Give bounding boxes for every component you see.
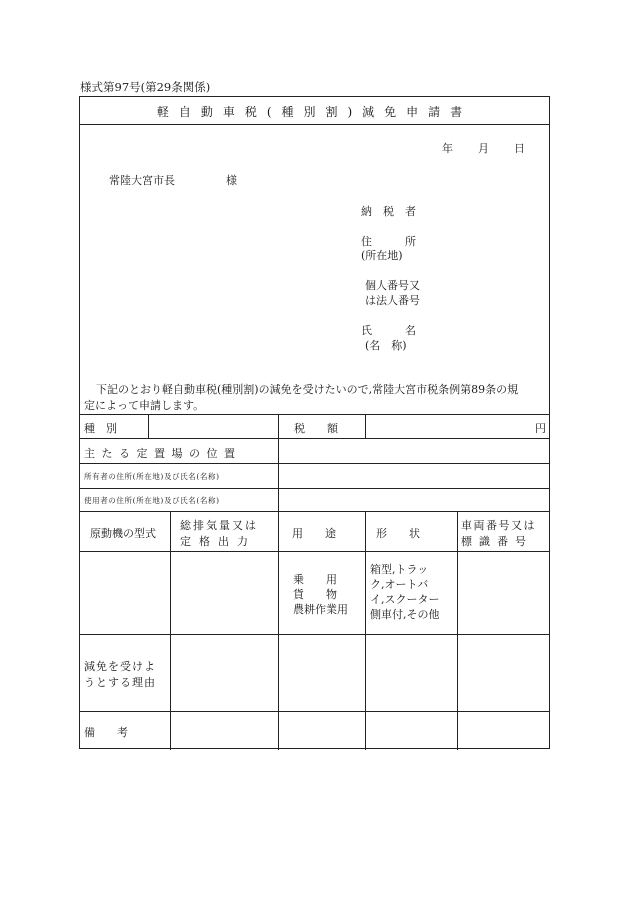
title-row bbox=[80, 97, 549, 125]
column-divider bbox=[365, 414, 366, 438]
storage-location-label: 主たる定置場の位置 bbox=[84, 447, 242, 460]
type-label bbox=[84, 420, 144, 436]
column-divider bbox=[278, 414, 279, 438]
remarks-label-text: 備 考 bbox=[84, 726, 128, 739]
usage-option-farming: 農耕作業用 bbox=[293, 603, 348, 616]
reason-label-1: 減免を受けよ bbox=[84, 660, 156, 673]
form-title: 軽自動車税(種別割)減免申請書 bbox=[156, 105, 473, 119]
plate-number-header-2: 標識番号 bbox=[461, 535, 533, 548]
taxpayer-label: 納 税 者 bbox=[361, 205, 416, 218]
row-divider bbox=[80, 438, 549, 439]
shape-options-line-4: 側車付,その他 bbox=[370, 608, 440, 621]
date-year: 年 bbox=[442, 142, 453, 155]
body-text-line-1: 下記のとおり軽自動車税(種別割)の減免を受けたいので,常陸大宮市税条例第89条の規 bbox=[96, 383, 519, 396]
usage-option-cargo: 貨 物 bbox=[293, 588, 337, 601]
shape-options-line-1: 箱型,トラッ bbox=[370, 563, 429, 576]
usage-header: 用 途 bbox=[292, 527, 336, 540]
date-day: 日 bbox=[514, 142, 525, 155]
shape-header: 形 状 bbox=[376, 527, 420, 540]
body-text-line-2: 定によって申請します。 bbox=[84, 399, 205, 412]
shape-options-line-2: ク,オートバ bbox=[370, 578, 429, 591]
displacement-header-2: 定格出力 bbox=[180, 535, 256, 548]
owner-label: 所有者の住所(所在地)及び氏名(名称) bbox=[84, 472, 220, 481]
user-label: 使用者の住所(所在地)及び氏名(名称) bbox=[84, 496, 220, 505]
form-number: 様式第97号(第29条関係) bbox=[80, 80, 211, 94]
owner-value[interactable] bbox=[280, 467, 548, 485]
column-divider bbox=[148, 414, 149, 438]
engine-model-value[interactable] bbox=[82, 553, 168, 631]
name-label: 氏 名 bbox=[361, 324, 416, 337]
reason-label-2: うとする理由 bbox=[84, 676, 156, 689]
reason-value[interactable] bbox=[172, 637, 548, 709]
personal-number-label-2: は法人番号 bbox=[365, 294, 420, 307]
tax-amount-value[interactable] bbox=[367, 419, 527, 437]
column-divider bbox=[278, 438, 279, 511]
tax-amount-label: 税 額 bbox=[294, 422, 338, 435]
address-sub-label: (所在地) bbox=[361, 249, 403, 262]
plate-number-header-1: 車両番号又は bbox=[461, 519, 536, 532]
type-label-text: 種 別 bbox=[84, 422, 117, 435]
column-divider bbox=[170, 511, 171, 750]
yen-unit: 円 bbox=[535, 422, 546, 435]
storage-location-value[interactable] bbox=[280, 442, 548, 460]
row-divider bbox=[80, 414, 549, 415]
remarks-label bbox=[84, 724, 164, 740]
name-sub-label: (名 称) bbox=[365, 339, 407, 352]
address-label: 住 所 bbox=[361, 235, 416, 248]
usage-option-passenger: 乗 用 bbox=[293, 573, 337, 586]
row-divider bbox=[80, 488, 549, 489]
personal-number-label-1: 個人番号又 bbox=[365, 279, 420, 292]
honorific: 様 bbox=[226, 174, 237, 187]
row-divider bbox=[80, 711, 549, 712]
type-value[interactable] bbox=[150, 419, 276, 437]
row-divider bbox=[80, 634, 549, 635]
row-divider bbox=[80, 551, 549, 552]
displacement-header-1: 総排気量又は bbox=[180, 519, 258, 532]
date-month: 月 bbox=[478, 142, 489, 155]
application-form bbox=[79, 96, 550, 749]
shape-options-line-3: イ,スクーター bbox=[370, 593, 440, 606]
addressee: 常陸大宮市長 bbox=[109, 174, 175, 187]
user-value[interactable] bbox=[280, 492, 548, 510]
plate-number-value[interactable] bbox=[459, 553, 549, 631]
remarks-value[interactable] bbox=[172, 714, 548, 748]
displacement-value[interactable] bbox=[172, 553, 276, 631]
engine-model-header: 原動機の型式 bbox=[90, 527, 156, 540]
row-divider bbox=[80, 463, 549, 464]
row-divider bbox=[80, 511, 549, 512]
